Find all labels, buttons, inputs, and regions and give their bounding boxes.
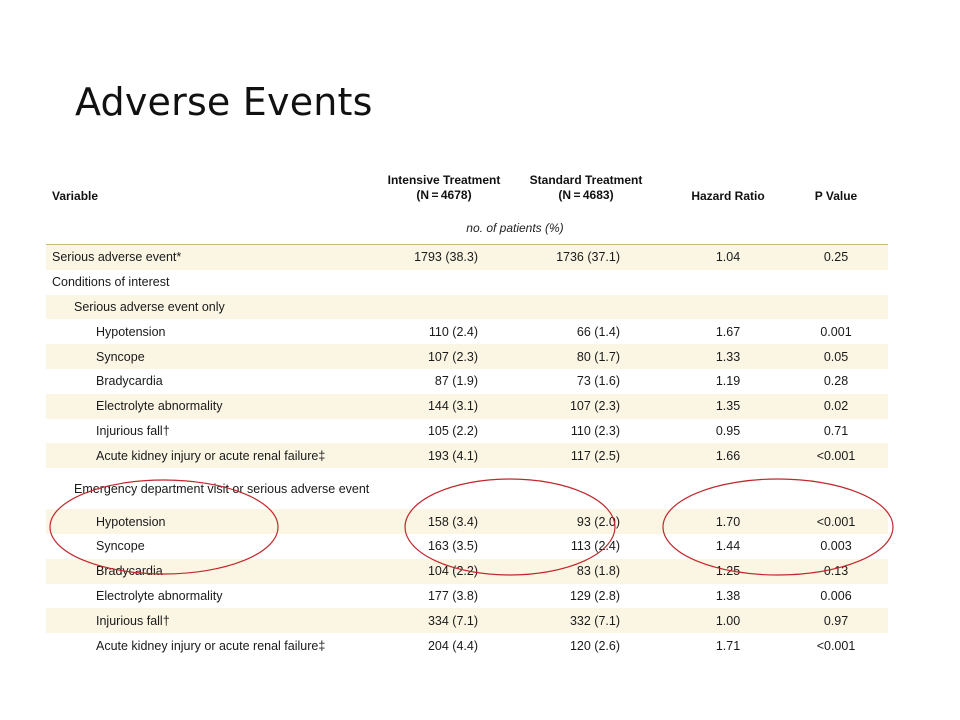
row-label: Acute kidney injury or acute renal failure‡ — [96, 638, 326, 653]
standard-value: 80 (1.7) — [576, 349, 620, 364]
p-value — [790, 468, 882, 509]
hazard-ratio-value: 1.71 — [715, 638, 741, 653]
table-row — [46, 344, 888, 369]
intensive-value: 144 (3.1) — [427, 399, 478, 414]
hazard-ratio-value: 1.33 — [715, 349, 741, 364]
p-value — [790, 270, 882, 295]
intensive-value: 87 (1.9) — [434, 374, 478, 389]
intensive-value: 1793 (38.3) — [414, 250, 478, 265]
row-label: Electrolyte abnormality — [96, 588, 223, 603]
table-row — [46, 295, 888, 320]
intensive-value — [378, 270, 478, 295]
row-label: Hypotension — [96, 324, 166, 339]
p-value: 0.02 — [823, 399, 849, 414]
table-row — [46, 584, 888, 609]
p-value: 0.28 — [823, 374, 849, 389]
table-row — [46, 559, 888, 584]
intensive-value: 158 (3.4) — [427, 514, 478, 529]
adverse-events-table — [46, 170, 888, 658]
hazard-ratio-value — [676, 468, 780, 509]
p-value — [790, 295, 882, 320]
row-label: Injurious fall† — [96, 613, 170, 628]
p-value: 0.05 — [823, 349, 849, 364]
table-row — [46, 443, 888, 468]
p-value: <0.001 — [816, 514, 856, 529]
hazard-ratio-value — [676, 295, 780, 320]
standard-value: 93 (2.0) — [576, 514, 620, 529]
row-label: Injurious fall† — [96, 423, 170, 438]
hazard-ratio-value: 1.70 — [715, 514, 741, 529]
standard-value: 73 (1.6) — [576, 374, 620, 389]
header-p-value: P Value — [814, 189, 858, 203]
standard-value: 117 (2.5) — [570, 448, 620, 463]
row-label: Bradycardia — [96, 374, 163, 389]
standard-value — [520, 468, 620, 509]
header-hazard-ratio: Hazard Ratio — [691, 189, 765, 203]
row-label: Serious adverse event only — [74, 299, 225, 314]
p-value: 0.006 — [820, 588, 852, 603]
hazard-ratio-value: 1.67 — [715, 324, 741, 339]
row-label: Acute kidney injury or acute renal failure‡ — [96, 448, 326, 463]
row-label: Hypotension — [96, 514, 166, 529]
hazard-ratio-value: 1.19 — [715, 374, 741, 389]
hazard-ratio-value: 1.35 — [715, 399, 741, 414]
p-value: <0.001 — [816, 448, 856, 463]
table-row — [46, 270, 888, 295]
hazard-ratio-value: 1.44 — [715, 539, 741, 554]
standard-value: 107 (2.3) — [569, 399, 620, 414]
intensive-value — [378, 468, 478, 509]
row-label: Emergency department visit or serious adverse event — [74, 481, 370, 496]
table-row — [46, 319, 888, 344]
hazard-ratio-value: 0.95 — [715, 423, 741, 438]
hazard-ratio-value: 1.04 — [715, 250, 741, 265]
header-units: no. of patients (%) — [466, 221, 564, 235]
row-label: Syncope — [96, 539, 145, 554]
header-standard-treatment: Standard Treatment (N = 4683) — [529, 173, 643, 202]
intensive-value: 334 (7.1) — [427, 613, 478, 628]
standard-value: 129 (2.8) — [569, 588, 620, 603]
row-label: Syncope — [96, 349, 145, 364]
standard-value: 1736 (37.1) — [556, 250, 620, 265]
p-value: 0.003 — [820, 539, 852, 554]
standard-value: 120 (2.6) — [569, 638, 620, 653]
table-row — [46, 394, 888, 419]
intensive-value: 163 (3.5) — [427, 539, 478, 554]
hazard-ratio-value: 1.66 — [715, 448, 741, 463]
intensive-value: 105 (2.2) — [427, 423, 478, 438]
standard-value: 110 (2.3) — [570, 423, 620, 438]
table-row — [46, 419, 888, 444]
standard-value: 332 (7.1) — [569, 613, 620, 628]
table-header — [46, 170, 888, 245]
p-value: 0.71 — [823, 423, 849, 438]
p-value: <0.001 — [816, 638, 856, 653]
row-label: Conditions of interest — [52, 275, 170, 290]
p-value: 0.001 — [820, 324, 852, 339]
table-row — [46, 633, 888, 658]
standard-value: 113 (2.4) — [570, 539, 620, 554]
table-body — [46, 245, 888, 658]
standard-value — [520, 270, 620, 295]
row-label: Serious adverse event* — [52, 250, 182, 265]
standard-value: 83 (1.8) — [576, 564, 620, 579]
header-intensive-treatment: Intensive Treatment (N = 4678) — [387, 173, 501, 202]
hazard-ratio-value: 1.00 — [715, 613, 741, 628]
hazard-ratio-value: 1.38 — [715, 588, 741, 603]
intensive-value: 177 (3.8) — [427, 588, 478, 603]
standard-value: 66 (1.4) — [576, 324, 620, 339]
table-row — [46, 509, 888, 534]
hazard-ratio-value: 1.25 — [715, 564, 741, 579]
standard-value — [520, 295, 620, 320]
intensive-value: 107 (2.3) — [427, 349, 478, 364]
slide-title: Adverse Events — [75, 80, 373, 124]
table-row — [46, 534, 888, 559]
table-row — [46, 608, 888, 633]
hazard-ratio-value — [676, 270, 780, 295]
table-row — [46, 369, 888, 394]
p-value: 0.13 — [823, 564, 849, 579]
intensive-value: 104 (2.2) — [427, 564, 478, 579]
table-row — [46, 468, 888, 509]
intensive-value: 204 (4.4) — [427, 638, 478, 653]
intensive-value: 110 (2.4) — [428, 324, 478, 339]
header-variable: Variable — [52, 189, 99, 203]
intensive-value — [378, 295, 478, 320]
p-value: 0.97 — [823, 613, 849, 628]
row-label: Bradycardia — [96, 564, 163, 579]
p-value: 0.25 — [823, 250, 849, 265]
row-label: Electrolyte abnormality — [96, 399, 223, 414]
intensive-value: 193 (4.1) — [427, 448, 478, 463]
table-row — [46, 245, 888, 270]
